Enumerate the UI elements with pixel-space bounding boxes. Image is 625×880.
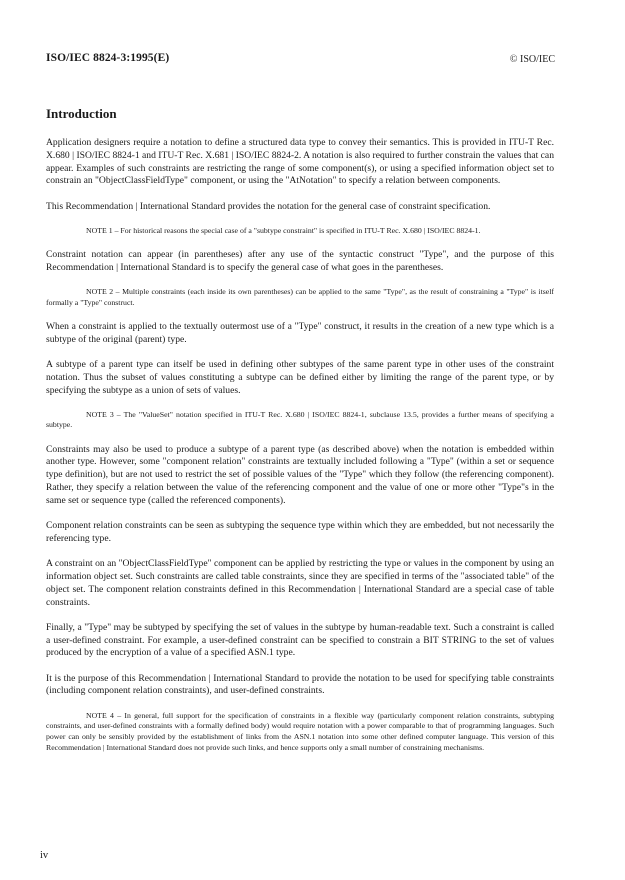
paragraph: Finally, a "Type" may be subtyped by specifying the set of values in the subtype by human-readable text. Such a constraint is called a user-defined constraint. For example, a user-defined constraint can be specified to constrain a BIT STRING to the set of values produced by the encryption of a value of a specified ASN.1 type. xyxy=(46,621,554,659)
header-copyright: © ISO/IEC xyxy=(509,54,555,65)
paragraph: A subtype of a parent type can itself be used in defining other subtypes of the same parent type in other uses of the constraint notation. Thus the subset of values constituting a subtype can be defined either by limiting the range of the parent type, or by specifying the subtype as a union of sets of values. xyxy=(46,358,554,396)
paragraph: Constraints may also be used to produce a subtype of a parent type (as described above) when the notation is embedded within another type. However, some "component relation" constraints are textually included following a "Type" (within a set or sequence type definition), but are not used to restrict the set of possible values of the "Type" which they follow (the referencing component). Rather, they specify a relation between the value of the referencing component and the value of one or more other "Type"s in the same set or sequence type (called the referenced components). xyxy=(46,443,554,506)
paragraph: When a constraint is applied to the textually outermost use of a "Type" construct, it results in the creation of a new type which is a subtype of the original (parent) type. xyxy=(46,320,554,345)
paragraph: This Recommendation | International Standard provides the notation for the general case of constraint specification. xyxy=(46,200,491,212)
note-3: NOTE 3 – The "ValueSet" notation specified in ITU-T Rec. X.680 | ISO/IEC 8824-1, subclause 13.5, provides a further means of specifying a subtype. xyxy=(46,409,554,430)
paragraph: Constraint notation can appear (in parentheses) after any use of the syntactic construct "Type", and the purpose of this Recommendation | International Standard is to specify the general case of what goes in the parentheses. xyxy=(46,249,554,273)
header-standard-id: ISO/IEC 8824-3:1995(E) xyxy=(46,52,170,64)
paragraph: Application designers require a notation to define a structured data type to convey their semantics. This is provided in ITU-T Rec. X.680 | ISO/IEC 8824-1 and ITU-T Rec. X.681 | ISO/IEC 8824-2. A notation is also required to further constrain the values that can appear. Examples of such constraints are restricting the range of some component(s), or using a specified information object set to constrain an "ObjectClassFieldType" component, or using the "AtNotation" to specify a relation between components. xyxy=(46,137,554,187)
paragraph: A constraint on an "ObjectClassFieldType" component can be applied by restricting the type or values in the component by using an information object set. Such constraints are called table constraints, since they are specified in terms of the "associated table" of the object set. The component relation constraints defined in this Recommendation | International Standard are a special case of table constraints. xyxy=(46,558,554,608)
section-title: Introduction xyxy=(46,106,117,121)
note-4: NOTE 4 – In general, full support for the specification of constraints in a flexible way (particularly component relation constraints, subtyping constraints, and user-defined constraints with a formally defined body) would require notation with a power comparable to that of programming languages. Such power can only be sensibly provided by the establishment of links from the ASN.1 notation into some other defined computer language. This version of this Recommendation | International Standard does not provide such links, and hence supports only a small number of constraining mechanisms. xyxy=(46,710,554,752)
body-text xyxy=(46,137,554,766)
paragraph: It is the purpose of this Recommendation | International Standard to provide the notation to be used for specifying table constraints (including component relation constraints), and user-defined constraints. xyxy=(46,672,554,697)
paragraph: Component relation constraints can be seen as subtyping the sequence type within which they are embedded, but not necessarily the referencing type. xyxy=(46,520,554,544)
note-1: NOTE 1 – For historical reasons the special case of a "subtype constraint" is specified in ITU-T Rec. X.680 | ISO/IEC 8824-1. xyxy=(86,225,481,235)
page-number: iv xyxy=(40,850,49,861)
note-2: NOTE 2 – Multiple constraints (each inside its own parentheses) can be applied to the same "Type", as the result of constraining a "Type" is itself formally a "Type" construct. xyxy=(46,287,554,307)
